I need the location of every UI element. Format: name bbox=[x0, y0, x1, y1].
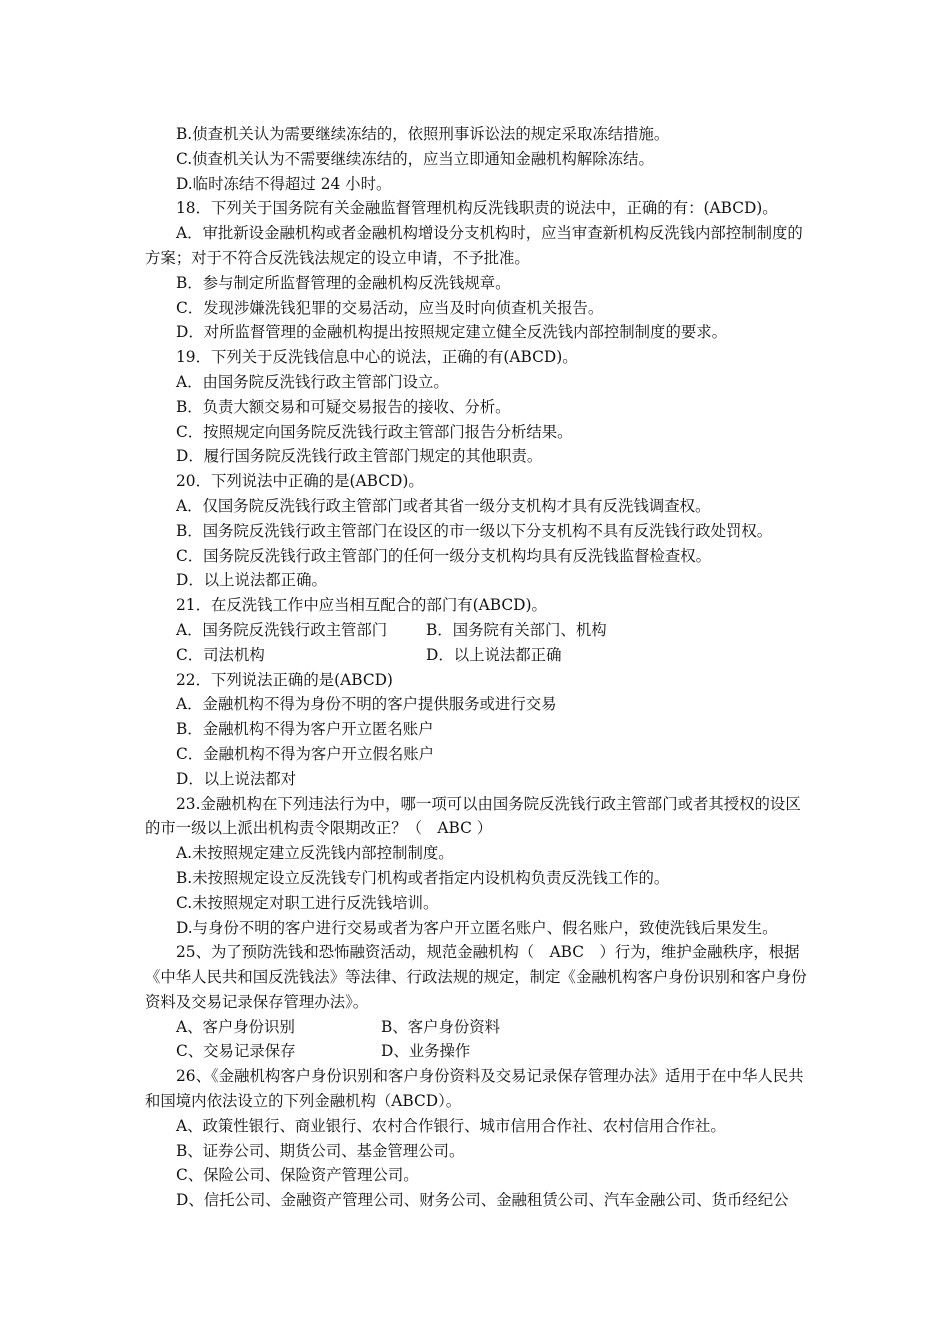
q22-option-a: A．金融机构不得为身份不明的客户提供服务或进行交易 bbox=[176, 695, 557, 714]
q22-option-b: B．金融机构不得为客户开立匿名账户 bbox=[176, 720, 434, 739]
q18-question: 18．下列关于国务院有关金融监督管理机构反洗钱职责的说法中，正确的有：(ABCD)。 bbox=[176, 199, 778, 218]
q26-option-c: C、保险公司、保险资产管理公司。 bbox=[176, 1166, 419, 1185]
q26-question: 26、《金融机构客户身份识别和客户身份资料及交易记录保存管理办法》适用于在中华人民共和国境内依法设立的下列金融机构（ABCD）。 bbox=[145, 1067, 804, 1111]
q25-options-row-1 bbox=[145, 1015, 815, 1040]
q21-question: 21．在反洗钱工作中应当相互配合的部门有(ABCD)。 bbox=[176, 596, 547, 615]
q20-option-b: B．国务院反洗钱行政主管部门在设区的市一级以下分支机构不具有反洗钱行政处罚权。 bbox=[176, 521, 773, 540]
q20-option-a: A．仅国务院反洗钱行政主管部门或者其省一级分支机构才具有反洗钱调查权。 bbox=[176, 496, 711, 515]
q17-option-d: D.临时冻结不得超过 24 小时。 bbox=[176, 174, 392, 193]
q22-question: 22．下列说法正确的是(ABCD) bbox=[176, 670, 393, 689]
q18-option-d: D．对所监督管理的金融机构提出按照规定建立健全反洗钱内部控制制度的要求。 bbox=[176, 323, 728, 342]
q19-question: 19．下列关于反洗钱信息中心的说法，正确的有(ABCD)。 bbox=[176, 348, 578, 367]
q21-options-row-2 bbox=[145, 643, 815, 668]
q23-option-b: B.未按照规定设立反洗钱专门机构或者指定内设机构负责反洗钱工作的。 bbox=[176, 868, 670, 887]
q20-option-c: C．国务院反洗钱行政主管部门的任何一级分支机构均具有反洗钱监督检查权。 bbox=[176, 546, 712, 565]
q19-option-a: A．由国务院反洗钱行政主管部门设立。 bbox=[176, 372, 449, 391]
q18-option-a: A．审批新设金融机构或者金融机构增设分支机构时，应当审查新机构反洗钱内部控制制度的方案；对于不符合反洗钱法规定的设立申请，不予批准。 bbox=[145, 224, 803, 267]
q23-option-d: D.与身份不明的客户进行交易或者为客户开立匿名账户、假名账户，致使洗钱后果发生。 bbox=[176, 918, 778, 937]
q19-option-c: C．按照规定向国务院反洗钱行政主管部门报告分析结果。 bbox=[176, 422, 573, 441]
q23-option-c: C.未按照规定对职工进行反洗钱培训。 bbox=[176, 893, 439, 912]
q21-option-c: C．司法机构 bbox=[176, 645, 265, 664]
q23-option-a: A.未按照规定建立反洗钱内部控制制度。 bbox=[176, 844, 454, 863]
q25-question: 25、为了预防洗钱和恐怖融资活动，规范金融机构（ ABC ）行为，维护金融秩序，根据《中华人民共和国反洗钱法》等法律、行政法规的规定，制定《金融机构客户身份识别和客户身份资料及交易记录保存管理办法》。 bbox=[145, 943, 807, 1011]
q25-option-c: C、交易记录保存 bbox=[176, 1042, 296, 1061]
q18-option-c: C．发现涉嫌洗钱犯罪的交易活动，应当及时向侦查机关报告。 bbox=[176, 298, 604, 317]
q22-option-c: C．金融机构不得为客户开立假名账户 bbox=[176, 744, 435, 763]
q20-question: 20．下列说法中正确的是(ABCD)。 bbox=[176, 472, 424, 491]
q22-option-d: D．以上说法都对 bbox=[176, 769, 297, 788]
q26-option-b: B、证券公司、期货公司、基金管理公司。 bbox=[176, 1141, 465, 1160]
q19-option-b: B．负责大额交易和可疑交易报告的接收、分析。 bbox=[176, 397, 511, 416]
q21-option-d: D．以上说法都正确 bbox=[426, 645, 562, 664]
q25-option-a: A、客户身份识别 bbox=[176, 1017, 295, 1036]
q23-question: 23.金融机构在下列违法行为中，哪一项可以由国务院反洗钱行政主管部门或者其授权的设区的市一级以上派出机构责令限期改正？（ ABC ） bbox=[145, 794, 801, 838]
q25-option-d: D、业务操作 bbox=[381, 1042, 471, 1061]
q25-option-b: B、客户身份资料 bbox=[381, 1017, 501, 1036]
q19-option-d: D．履行国务院反洗钱行政主管部门规定的其他职责。 bbox=[176, 447, 543, 466]
q18-option-b: B．参与制定所监督管理的金融机构反洗钱规章。 bbox=[176, 273, 511, 292]
q21-options-row-1 bbox=[145, 618, 815, 643]
q26-option-a: A、政策性银行、商业银行、农村合作银行、城市信用合作社、农村信用合作社。 bbox=[176, 1116, 726, 1135]
q20-option-d: D．以上说法都正确。 bbox=[176, 571, 327, 590]
q21-option-a: A．国务院反洗钱行政主管部门 bbox=[176, 620, 388, 639]
q21-option-b: B．国务院有关部门、机构 bbox=[426, 620, 607, 639]
q25-options-row-2 bbox=[145, 1039, 815, 1064]
q26-option-d: D、信托公司、金融资产管理公司、财务公司、金融租赁公司、汽车金融公司、货币经纪公 bbox=[176, 1191, 789, 1210]
q17-option-c: C.侦查机关认为不需要继续冻结的，应当立即通知金融机构解除冻结。 bbox=[176, 149, 654, 168]
q17-option-b: B.侦查机关认为需要继续冻结的，依照刑事诉讼法的规定采取冻结措施。 bbox=[176, 125, 670, 143]
document-body bbox=[145, 122, 815, 1213]
